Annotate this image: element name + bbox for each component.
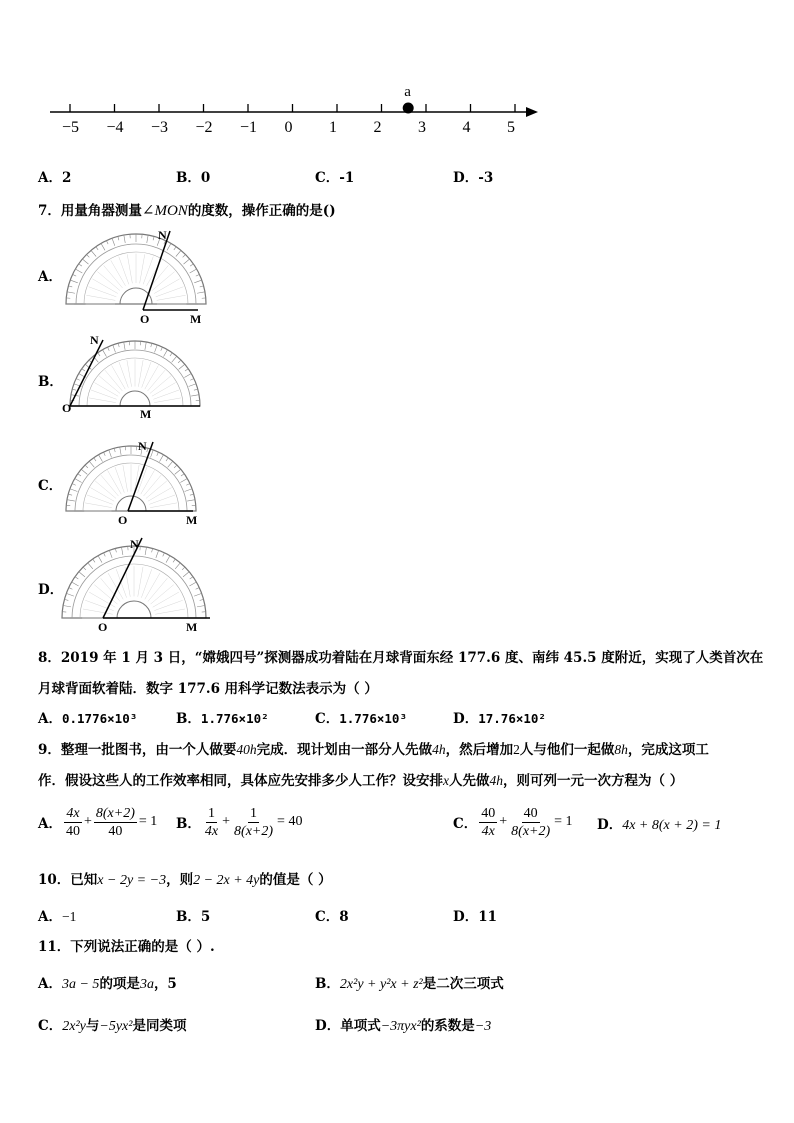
- q9-option-a[interactable]: A． $\frac{4x}{40}$ + $\frac{8(x+2)}{40}$ = 1: [38, 805, 158, 839]
- number-line-tick-label: −3: [151, 119, 169, 136]
- svg-text:M: M: [190, 312, 202, 326]
- number-line-tick-label: −5: [62, 119, 80, 136]
- number-line-tick-label: −2: [195, 119, 213, 136]
- number-line-tick-label: −4: [106, 119, 124, 136]
- svg-text:N: N: [138, 439, 147, 453]
- q10-stem: 10．已知x − 2y = −3，则2 − 2x + 4y的值是（ ）: [38, 872, 332, 888]
- svg-text:N: N: [130, 537, 139, 551]
- q8-option-a[interactable]: A．0.1776×10³: [38, 711, 138, 727]
- q11-option-c[interactable]: C．2x²y与−5yx²是同类项: [38, 1018, 187, 1034]
- q11-option-d[interactable]: D．单项式−3πyx²的系数是−3: [315, 1018, 492, 1034]
- protractor-figure-c: [58, 437, 218, 529]
- svg-text:O: O: [140, 312, 150, 326]
- q7-option-b[interactable]: B．: [38, 374, 63, 390]
- q9-option-d[interactable]: D．4x + 8(x + 2) = 1: [597, 817, 722, 833]
- q8-option-b[interactable]: B．1.776×10²: [176, 711, 269, 727]
- q9-stem-line2: 作．假设这些人的工作效率相同，具体应先安排多少人工作？设安排x人先做4h，则可列一元一次方程为（ ）: [38, 773, 684, 789]
- number-line-tick-label: 5: [507, 119, 515, 136]
- number-line-tick-label: 0: [284, 119, 293, 136]
- number-line-tick-label: 4: [462, 119, 471, 136]
- protractor-figure-a: [58, 226, 218, 326]
- protractor-figure-b: [58, 332, 218, 427]
- q11-option-a[interactable]: A．3a − 5的项是3a，5: [38, 976, 177, 992]
- q7-option-d[interactable]: D．: [38, 582, 64, 598]
- q6-option-a[interactable]: A．2: [38, 170, 72, 186]
- q9-stem-line1: 9．整理一批图书，由一个人做要40h完成．现计划由一部分人先做4h，然后增加2人与他们一起做8h，完成这项工: [38, 742, 709, 758]
- point-a: [403, 103, 414, 114]
- svg-text:M: M: [186, 620, 198, 634]
- q7-option-a[interactable]: A．: [38, 269, 62, 285]
- svg-text:N: N: [158, 228, 167, 242]
- q6-option-c[interactable]: C．-1: [315, 170, 355, 186]
- q10-option-b[interactable]: B．5: [176, 909, 211, 925]
- q6-option-b[interactable]: B．0: [176, 170, 211, 186]
- svg-text:O: O: [62, 401, 72, 415]
- q10-option-c[interactable]: C．8: [315, 909, 349, 925]
- point-a-label: a: [404, 84, 411, 100]
- number-line-tick-label: 2: [373, 119, 382, 136]
- q8-stem-line2: 月球背面软着陆．数字 177.6 用科学记数法表示为（ ）: [38, 681, 378, 697]
- svg-text:M: M: [140, 407, 152, 421]
- svg-text:M: M: [186, 513, 198, 527]
- q8-option-d[interactable]: D．17.76×10²: [453, 711, 546, 727]
- number-line-tick-label: −1: [240, 119, 258, 136]
- q9-option-b[interactable]: B． $\frac{1}{4x}$ + $\frac{1}{8(x+2)}$ = 40: [176, 805, 303, 839]
- number-line-tick-label: 1: [329, 119, 337, 136]
- svg-text:O: O: [118, 513, 128, 527]
- q9-option-c[interactable]: C． $\frac{40}{4x}$ + $\frac{40}{8(x+2)}$ = 1: [453, 805, 573, 839]
- q10-option-d[interactable]: D．11: [453, 909, 498, 925]
- q7-option-c[interactable]: C．: [38, 478, 63, 494]
- protractor-figure-d: [58, 536, 218, 634]
- q8-stem-line1: 8．2019 年 1 月 3 日，“嫦娥四号”探测器成功着陆在月球背面东经 177.6 度、南纬 45.5 度附近，实现了人类首次在: [38, 650, 764, 666]
- q6-option-d[interactable]: D．-3: [453, 170, 494, 186]
- svg-text:N: N: [90, 333, 99, 347]
- number-line-tick-label: 3: [418, 119, 426, 136]
- q7-stem: 7．用量角器测量∠MON的度数，操作正确的是(): [38, 203, 336, 219]
- q11-option-b[interactable]: B．2x²y + y²x + z²是二次三项式: [315, 976, 504, 992]
- q10-option-a[interactable]: A．−1: [38, 909, 77, 925]
- q11-stem: 11．下列说法正确的是（ ）.: [38, 939, 215, 955]
- svg-text:O: O: [98, 620, 108, 634]
- q8-option-c[interactable]: C．1.776×10³: [315, 711, 407, 727]
